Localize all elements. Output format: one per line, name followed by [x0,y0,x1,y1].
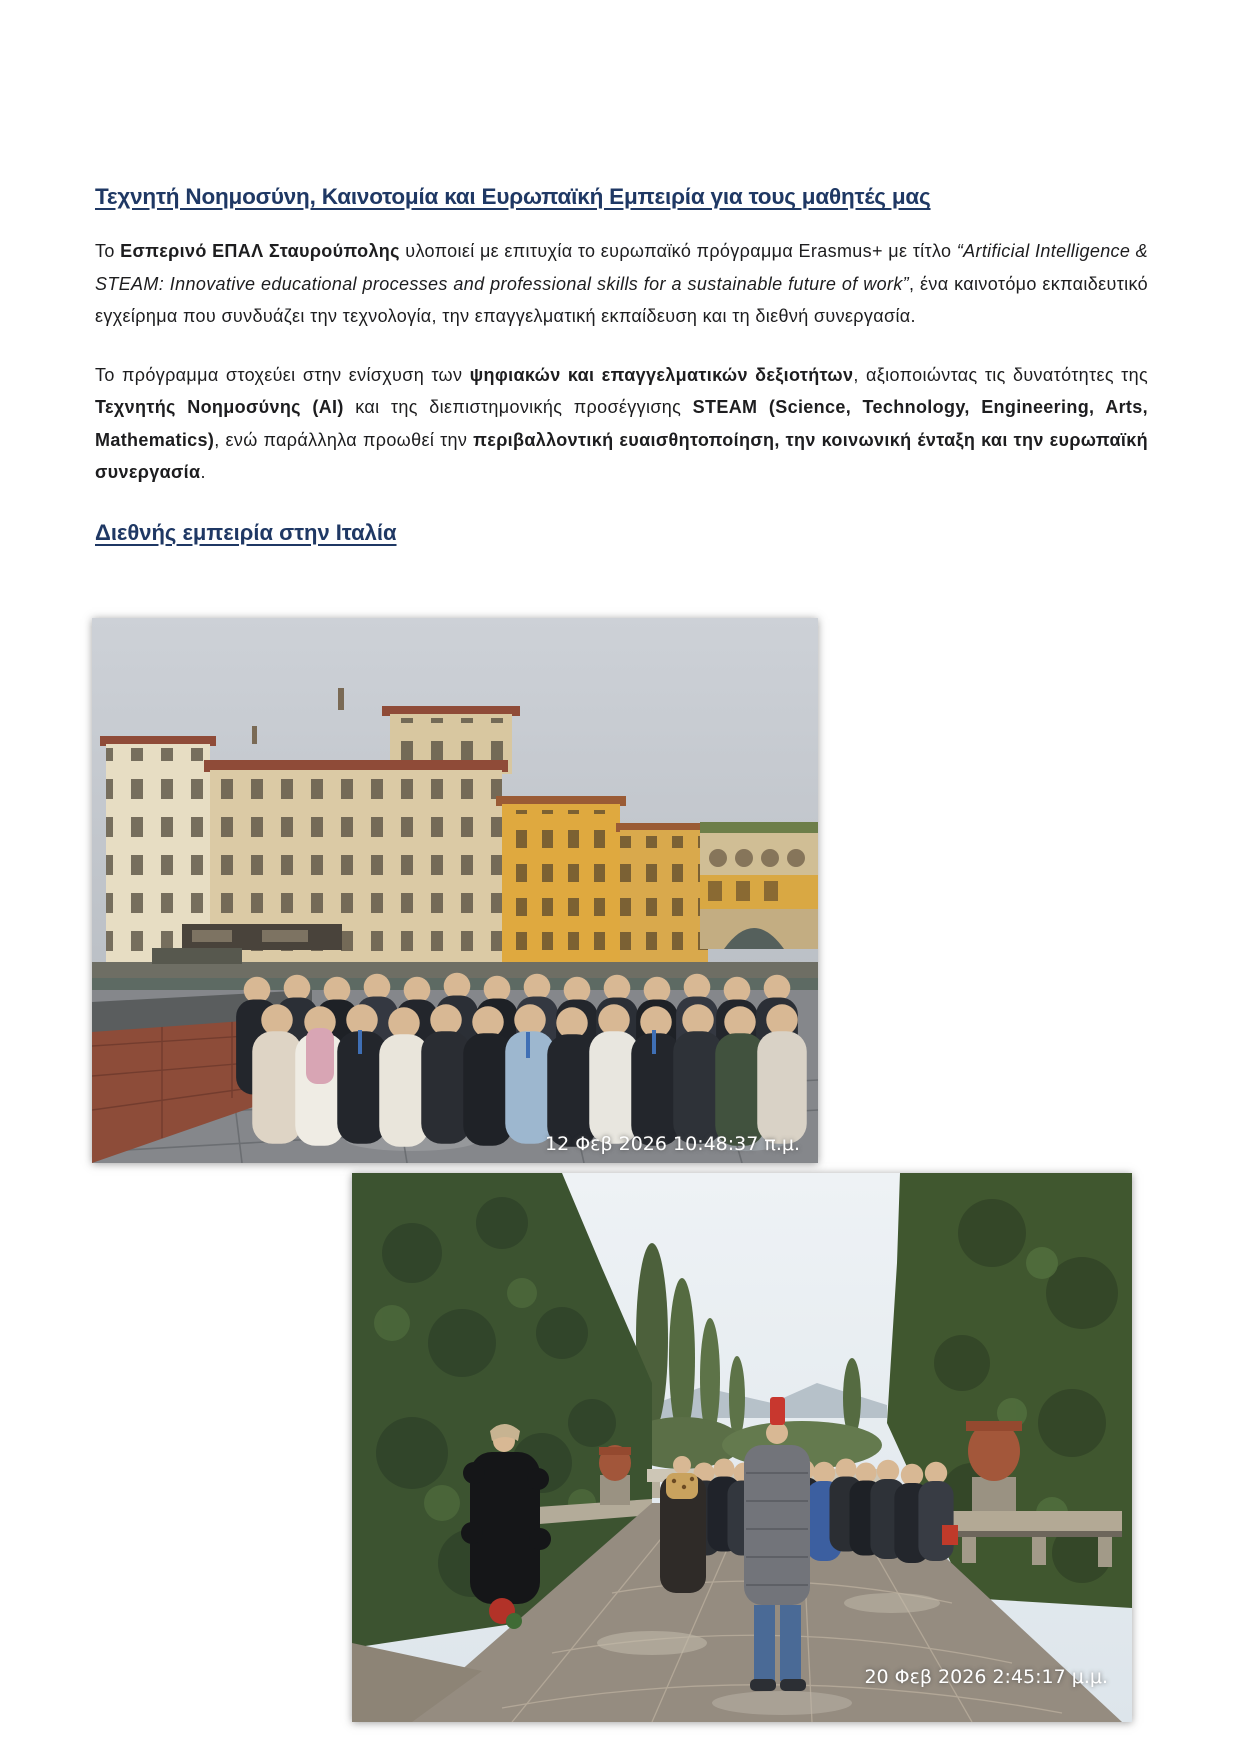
text-run-bold: Τεχνητής Νοημοσύνης (AI) [95,397,344,418]
text-run-bold: περιβαλλοντική ευαισθητοποίηση, την κοινωνική ένταξη και την ευρωπαϊκή συνεργασία [95,429,1148,483]
text-run: Το πρόγραμμα στοχεύει στην ενίσχυση των [95,364,470,385]
ponte-vecchio-bridge [700,822,818,949]
florence-photo-illustration [92,618,818,1163]
text-run: υλοποιεί με επιτυχία το ευρωπαϊκό πρόγραμμα Erasmus+ με τίτλο [399,241,957,262]
photo-timestamp-overlay: 20 Φεβ 2026 2:45:17 μ.μ. [864,1666,1108,1688]
red-shopping-bag [942,1525,958,1545]
text-run: . [200,462,206,483]
text-run: και της διεπιστημονικής προσέγγισης [343,397,693,418]
pink-scarf [306,1028,334,1084]
text-column [95,0,1148,547]
text-run: , αξιοποιώντας τις δυνατότητες της [853,364,1149,385]
text-run-italic: “Artificial Intelligence & STEAM: Innovative educational processes and professional skills for a sustainable future of work” [95,241,1148,294]
photo-florence-group [92,618,818,1163]
program-goals-paragraph [95,359,1148,489]
text-run: , ενώ παράλληλα προωθεί την [214,429,474,450]
text-run-bold: STEAM (Science, Technology, Engineering, Arts, Mathematics) [95,397,1148,450]
page-title: Τεχνητή Νοημοσύνη, Καινοτομία και Ευρωπαϊκή Εμπειρία για τους μαθητές μας [95,184,931,209]
text-run: Το [95,241,121,262]
garden-photo-illustration [352,1173,1132,1722]
text-run-bold: Εσπερινό ΕΠΑΛ Σταυρούπολης [120,241,400,262]
text-run-bold: ψηφιακών και επαγγελματικών δεξιοτήτων [469,364,854,385]
section-heading-italy: Διεθνής εμπειρία στην Ιταλία [95,519,397,545]
text-run: , ένα καινοτόμο εκπαιδευτικό εγχείρημα που συνδυάζει την τεχνολογία, την επαγγελματική εκπαίδευση και τη διεθνή συνεργασία. [95,273,1148,327]
intro-paragraph [95,235,1148,333]
photo-timestamp-overlay: 12 Φεβ 2026 10:48:37 π.μ. [545,1133,800,1155]
photo-garden-group [352,1173,1132,1722]
